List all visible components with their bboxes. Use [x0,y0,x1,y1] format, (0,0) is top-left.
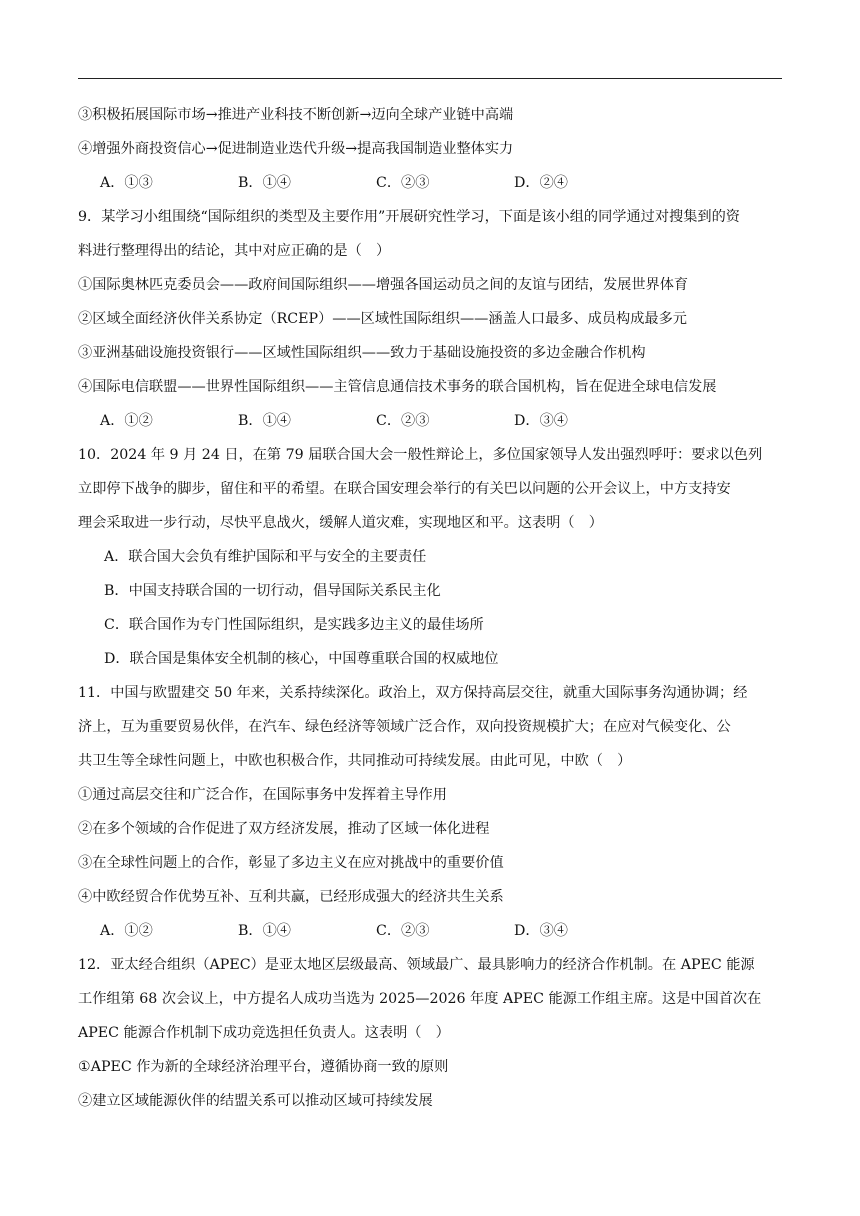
q11-option-b: B．①④ [238,923,291,939]
q8-option-c: C．②③ [376,175,430,191]
q8-options [78,173,788,207]
q11-option-a: A．①② [100,923,153,939]
q11-option-d: D．③④ [514,923,568,939]
q9-item-4: ④国际电信联盟——世界性国际组织——主管信息通信技术事务的联合国机构，旨在促进全球电信发展 [78,379,717,395]
q10-stem-2: 立即停下战争的脚步，留住和平的希望。在联合国安理会举行的有关巴以问题的公开会议上，中方支持安 [78,481,731,497]
q11-options [78,921,788,955]
q11-item-2: ②在多个领域的合作促进了双方经济发展，推动了区域一体化进程 [78,821,490,837]
q11-item-4: ④中欧经贸合作优势互补、互利共赢，已经形成强大的经济共生关系 [78,889,504,905]
q10-option-c: C．联合国作为专门性国际组织，是实践多边主义的最佳场所 [104,617,484,633]
q8-option-d: D．②④ [514,175,568,191]
header-rule [78,78,782,79]
q8-item-3: ③积极拓展国际市场→推进产业科技不断创新→迈向全球产业链中高端 [78,107,514,123]
q12-item-1: ①APEC 作为新的全球经济治理平台，遵循协商一致的原则 [78,1059,449,1075]
q9-stem-2: 料进行整理得出的结论，其中对应正确的是（ ） [78,243,391,259]
q9-option-a: A．①② [100,413,153,429]
q8-item-4: ④增强外商投资信心→促进制造业迭代升级→提高我国制造业整体实力 [78,141,514,157]
q11-stem-2: 济上，互为重要贸易伙伴，在汽车、绿色经济等领域广泛合作，双向投资规模扩大；在应对气候变化、公 [78,719,731,735]
q9-option-c: C．②③ [376,413,430,429]
exam-page [78,105,788,1125]
q11-item-3: ③在全球性问题上的合作，彰显了多边主义在应对挑战中的重要价值 [78,855,504,871]
q8-option-b: B．①④ [238,175,291,191]
q10-stem-3: 理会采取进一步行动，尽快平息战火，缓解人道灾难，实现地区和平。这表明（ ） [78,515,603,531]
q9-item-3: ③亚洲基础设施投资银行——区域性国际组织——致力于基础设施投资的多边金融合作机构 [78,345,646,361]
q12-stem-3: APEC 能源合作机制下成功竞选担任负责人。这表明（ ） [78,1025,450,1041]
q11-stem-1: 11．中国与欧盟建交 50 年来，关系持续深化。政治上，双方保持高层交往，就重大国际事务沟通协调；经 [78,685,748,701]
q9-option-d: D．③④ [514,413,568,429]
q12-stem-2: 工作组第 68 次会议上，中方提名人成功当选为 2025—2026 年度 APEC 能源工作组主席。这是中国首次在 [78,991,762,1007]
q10-option-a: A．联合国大会负有维护国际和平与安全的主要责任 [104,549,427,565]
q9-options [78,411,788,445]
q9-item-2: ②区域全面经济伙伴关系协定（RCEP）——区域性国际组织——涵盖人口最多、成员构成最多元 [78,311,687,327]
q11-stem-3: 共卫生等全球性问题上，中欧也积极合作，共同推动可持续发展。由此可见，中欧（ ） [78,753,632,769]
q10-option-b: B．中国支持联合国的一切行动，倡导国际关系民主化 [104,583,441,599]
q11-item-1: ①通过高层交往和广泛合作，在国际事务中发挥着主导作用 [78,787,447,803]
q9-item-1: ①国际奥林匹克委员会——政府间国际组织——增强各国运动员之间的友谊与团结，发展世界体育 [78,277,689,293]
q8-option-a: A．①③ [100,175,153,191]
q9-stem-1: 9．某学习小组围绕“国际组织的类型及主要作用”开展研究性学习，下面是该小组的同学通过对搜集到的资 [78,209,740,225]
q11-option-c: C．②③ [376,923,430,939]
q12-stem-1: 12．亚太经合组织（APEC）是亚太地区层级最高、领域最广、最具影响力的经济合作机制。在 APEC 能源 [78,957,755,973]
q9-option-b: B．①④ [238,413,291,429]
q12-item-2: ②建立区域能源伙伴的结盟关系可以推动区域可持续发展 [78,1093,433,1109]
q10-stem-1: 10．2024 年 9 月 24 日，在第 79 届联合国大会一般性辩论上，多位国家领导人发出强烈呼吁：要求以色列 [78,447,763,463]
q10-option-d: D．联合国是集体安全机制的核心，中国尊重联合国的权威地位 [104,651,499,667]
